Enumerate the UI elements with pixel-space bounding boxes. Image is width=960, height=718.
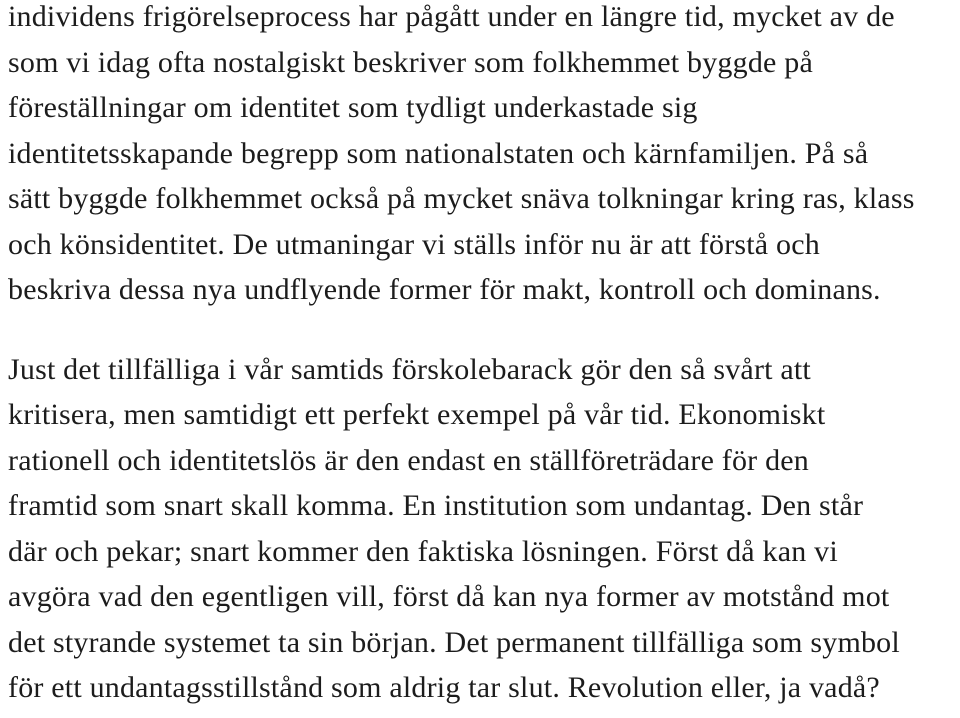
text-line: där och pekar; snart kommer den faktiska lösningen. Först då kan vi [8, 534, 838, 568]
text-line: sätt byggde folkhemmet också på mycket snäva tolkningar kring ras, klass [8, 182, 915, 215]
text-line: identitetsskapande begrepp som nationalstaten och kärnfamiljen. På så [8, 136, 869, 170]
text-line: rationell och identitetslös är den endast en ställföreträdare för den [8, 443, 809, 477]
text-line: för ett undantagsstillstånd som aldrig tar slut. Revolution eller, ja vadå? [8, 671, 880, 704]
text-line: som vi idag ofta nostalgiskt beskriver som folkhemmet byggde på [8, 45, 813, 79]
text-line: det styrande systemet ta sin början. Det permanent tillfälliga som symbol [8, 625, 900, 659]
text-line: beskriva dessa nya undflyende former för makt, kontroll och dominans. [8, 273, 881, 306]
text-line: individens frigörelseprocess har pågått under en längre tid, mycket av de [8, 0, 895, 33]
paragraph-1 [0, 0, 960, 307]
text-line: kritisera, men samtidigt ett perfekt exempel på vår tid. Ekonomiskt [8, 398, 826, 431]
text-line: föreställningar om identitet som tydligt underkastade sig [8, 91, 698, 124]
text-line: avgöra vad den egentligen vill, först då kan nya former av motstånd mot [8, 580, 890, 613]
text-line: Just det tillfälliga i vår samtids förskolebarack gör den så svårt att [8, 352, 811, 386]
text-line: framtid som snart skall komma. En institution som undantag. Den står [8, 489, 864, 522]
text-line: och könsidentitet. De utmaningar vi ställs inför nu är att förstå och [8, 227, 820, 261]
paragraph-2 [0, 353, 960, 706]
